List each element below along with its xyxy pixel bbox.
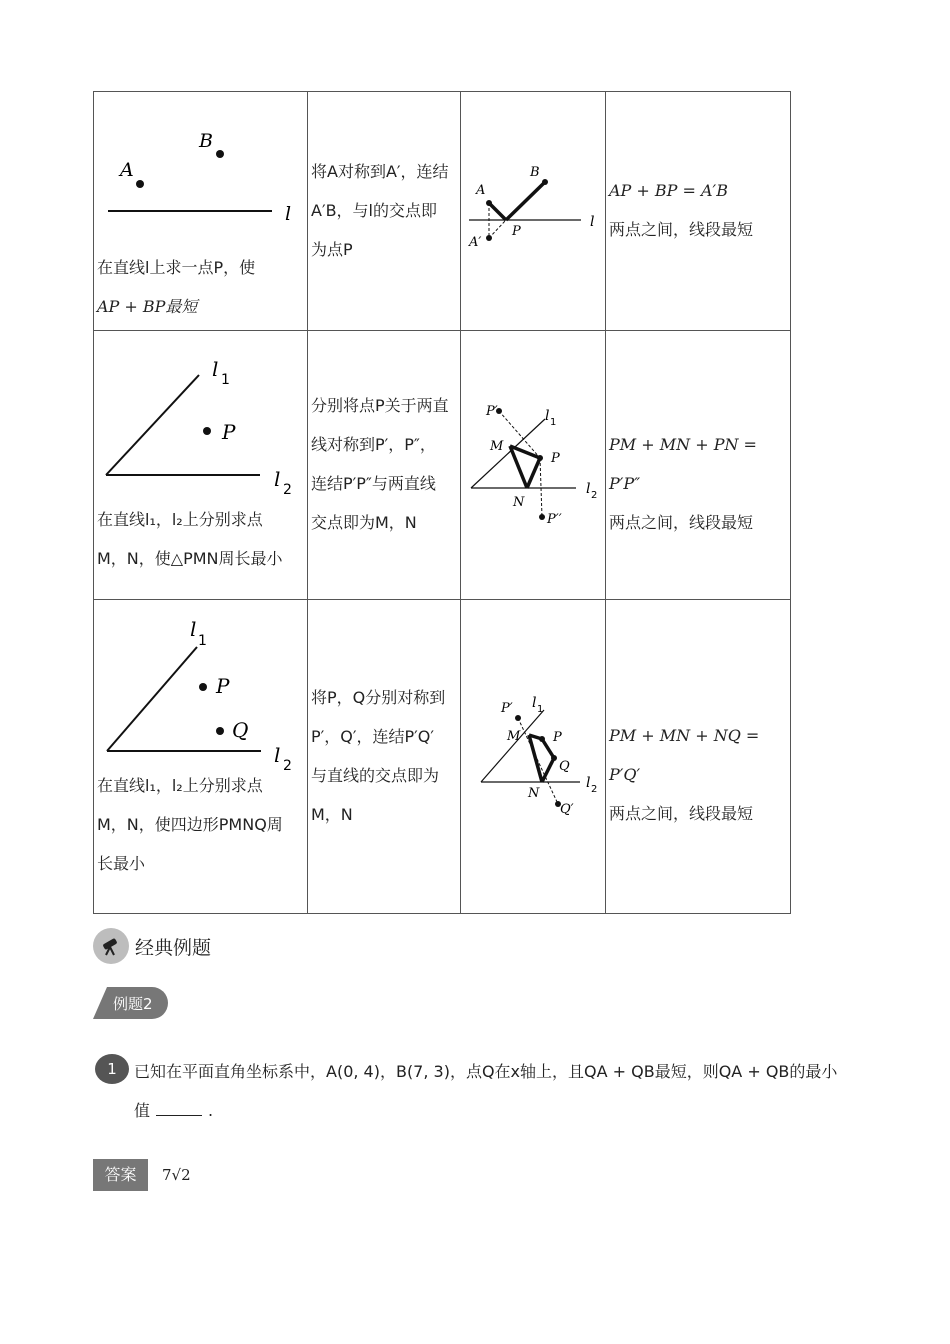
figure-line-two-points — [94, 92, 307, 252]
conclusion-cell — [606, 331, 791, 600]
label-l: l — [590, 214, 595, 230]
section-title: 经典例题 — [135, 936, 212, 959]
label-Q: Q — [232, 718, 249, 742]
label-P: P — [553, 730, 562, 745]
method-line: 将A对称到A′，连结 — [311, 162, 449, 181]
method-line: P′，Q′，连结P′Q′ — [311, 727, 435, 746]
label-P: P — [222, 420, 236, 444]
label-l1: l — [190, 617, 197, 641]
label-M: M — [507, 729, 521, 744]
table-row — [94, 331, 791, 600]
figure-cell — [461, 600, 606, 914]
problem-text-1: 在直线l₁，l₂上分别求点 — [97, 776, 263, 795]
conclusion-formula: AP + BP = A′B — [609, 181, 728, 200]
label-A-prime: A′ — [469, 235, 482, 250]
method-line: 分别将点P关于两直 — [311, 396, 449, 415]
label-l2: l — [586, 481, 591, 497]
conclusion-formula: PM + MN + PN = P′P″ — [609, 435, 757, 493]
figure-triangle-solution — [461, 331, 605, 595]
question-prefix: 值 — [134, 1101, 151, 1120]
example-badge — [93, 987, 168, 1019]
question-text-line1: 已知在平面直角坐标系中，A(0, 4)，B(7, 3)，点Q在x轴上，且QA + QB最短，则QA + QB的最小 — [134, 1062, 838, 1081]
method-line: 线对称到P′，P″， — [311, 435, 436, 454]
problem-cell — [94, 331, 308, 600]
method-cell — [308, 331, 461, 600]
telescope-icon — [93, 928, 129, 964]
method-line: 将P，Q分别对称到 — [311, 688, 446, 707]
question-text-line2 — [134, 1098, 213, 1121]
method-line: 连结P′P″与两直线 — [311, 474, 436, 493]
problem-text-3: 长最小 — [97, 854, 146, 873]
problem-text-2: M，N，使△PMN周长最小 — [97, 549, 283, 568]
label-P-prime: P′ — [486, 404, 498, 419]
answer-tag: 答案 — [93, 1159, 148, 1191]
label-N: N — [513, 495, 525, 510]
table-row — [94, 600, 791, 914]
label-l1-sub: 1 — [221, 372, 230, 388]
label-l2-sub: 2 — [591, 490, 598, 501]
label-l: l — [285, 203, 292, 225]
label-l2: l — [274, 467, 281, 491]
section-header — [93, 928, 211, 964]
label-P: P — [512, 224, 521, 239]
method-cell — [308, 92, 461, 331]
method-line: M，N — [311, 805, 353, 824]
label-P-prime: P′ — [501, 701, 513, 716]
conclusion-cell — [606, 92, 791, 331]
problem-text-2: M，N，使四边形PMNQ周 — [97, 815, 283, 834]
problem-cell — [94, 600, 308, 914]
figure-angle-two-points — [94, 600, 307, 774]
method-line: 为点P — [311, 240, 353, 259]
label-B: B — [530, 165, 540, 180]
label-P: P — [216, 674, 230, 698]
figure-angle-one-point — [94, 331, 307, 509]
problem-cell — [94, 92, 308, 331]
table-row — [94, 92, 791, 331]
problem-text-1: 在直线l₁，l₂上分别求点 — [97, 510, 263, 529]
question-number: 1 — [95, 1054, 129, 1084]
label-A: A — [476, 183, 486, 198]
label-l1-sub: 1 — [550, 417, 557, 428]
label-A: A — [120, 159, 134, 181]
answer-value: 7√2 — [162, 1166, 191, 1184]
method-line: 交点即为M，N — [311, 513, 417, 532]
label-l2-sub: 2 — [283, 482, 292, 498]
label-l1: l — [545, 408, 550, 424]
label-l1: l — [212, 357, 219, 381]
method-line: 与直线的交点即为 — [311, 766, 440, 785]
conclusion-text: 两点之间，线段最短 — [609, 220, 754, 239]
label-Q: Q — [559, 759, 570, 774]
figure-cell — [461, 92, 606, 331]
conclusion-formula: PM + MN + NQ = P′Q′ — [609, 726, 760, 784]
label-l1: l — [532, 695, 537, 711]
label-P: P — [551, 451, 560, 466]
figure-reflection-solution — [461, 92, 605, 326]
answer-blank — [156, 1115, 202, 1116]
conclusion-text: 两点之间，线段最短 — [609, 804, 754, 823]
label-l2-sub: 2 — [283, 758, 292, 774]
problem-text-2: AP + BP最短 — [97, 297, 198, 316]
label-l2: l — [274, 743, 281, 767]
label-M: M — [490, 439, 504, 454]
method-line: A′B，与l的交点即 — [311, 201, 438, 220]
label-Q-prime: Q′ — [560, 802, 574, 817]
example-label: 例题2 — [113, 995, 153, 1013]
conclusion-cell — [606, 600, 791, 914]
conclusion-text: 两点之间，线段最短 — [609, 513, 754, 532]
label-l2-sub: 2 — [591, 784, 598, 795]
label-l1-sub: 1 — [198, 633, 207, 649]
label-B: B — [199, 130, 213, 152]
label-N: N — [528, 786, 540, 801]
figure-cell — [461, 331, 606, 600]
method-cell — [308, 600, 461, 914]
label-l2: l — [586, 775, 591, 791]
figure-quadrilateral-solution — [461, 600, 605, 909]
question-suffix: . — [208, 1101, 214, 1120]
method-table — [93, 91, 791, 914]
label-l1-sub: 1 — [537, 704, 544, 715]
label-P-double-prime: P′′ — [547, 512, 562, 527]
problem-text-1: 在直线l上求一点P，使 — [97, 258, 256, 277]
answer-row — [93, 1159, 191, 1191]
